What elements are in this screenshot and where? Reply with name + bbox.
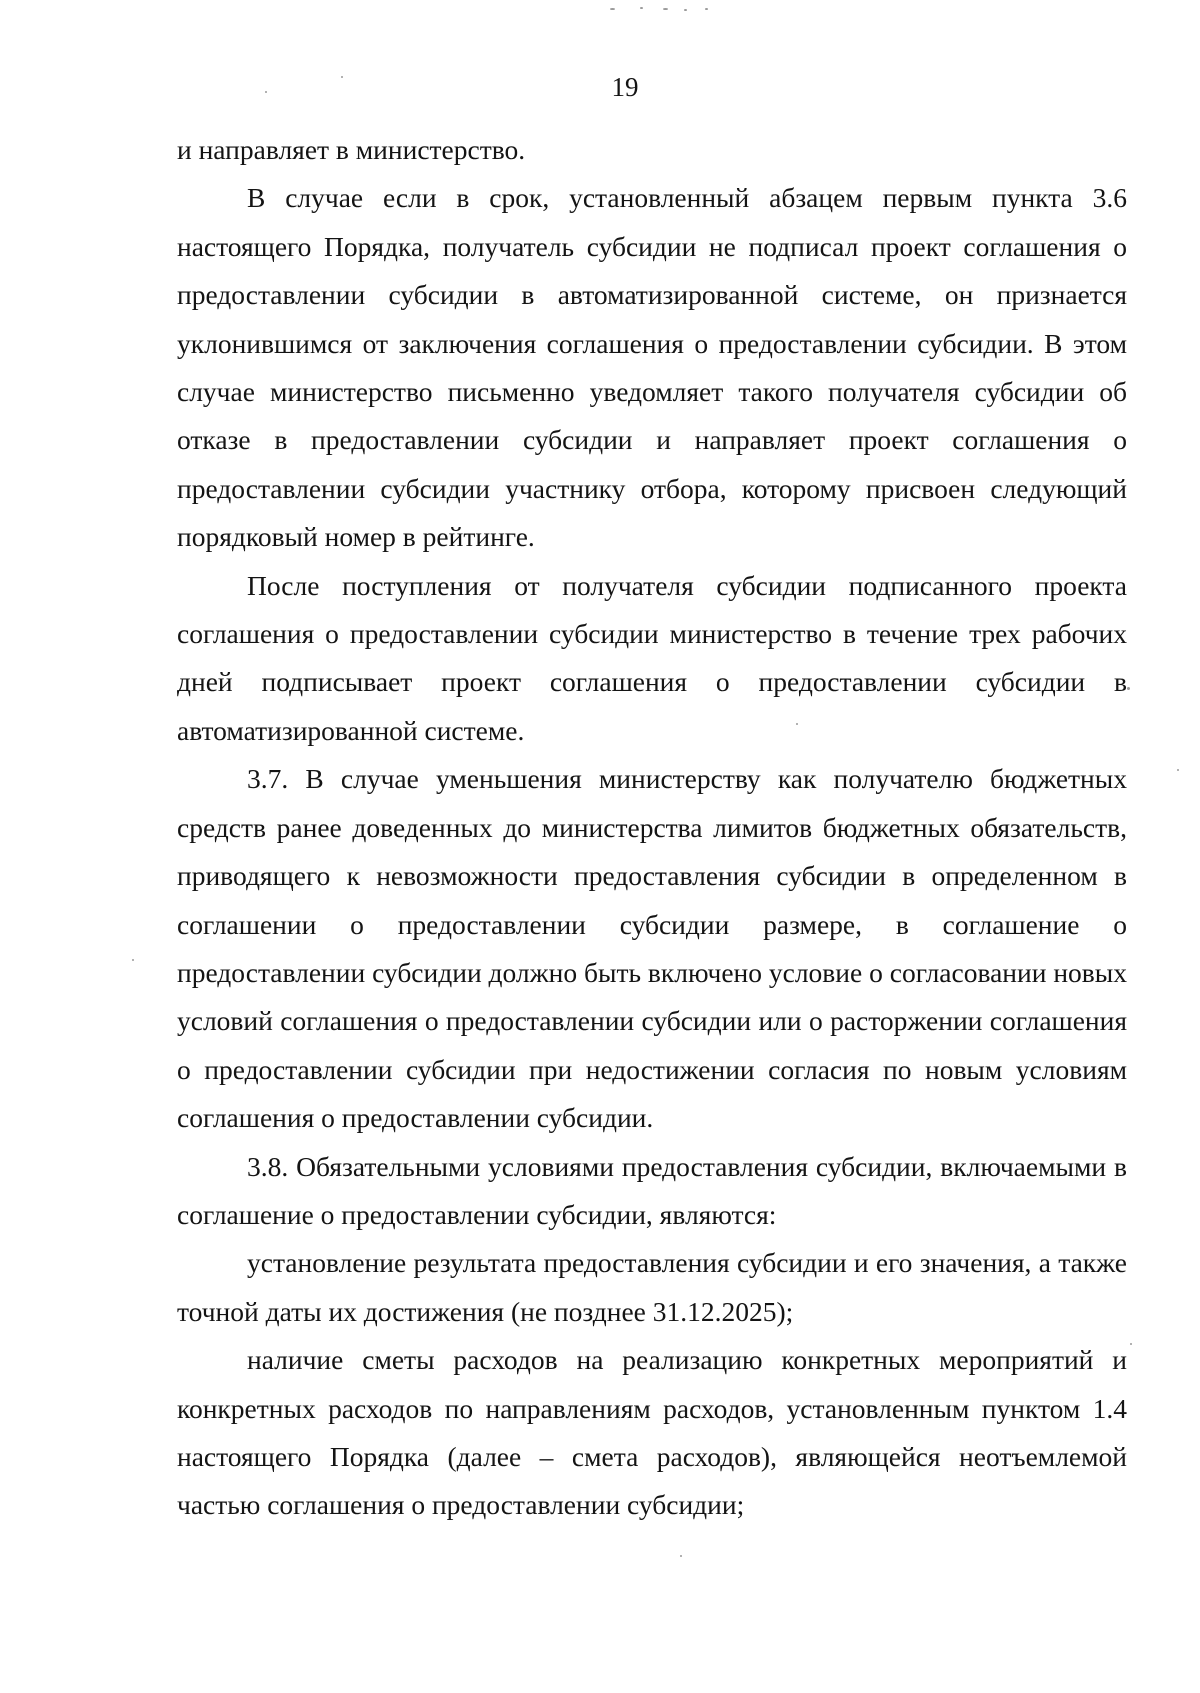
document-body — [177, 126, 1127, 1530]
paragraph: 3.8. Обязательными условиями предоставления субсидии, включаемыми в соглашение о предоставлении субсидии, являются: — [177, 1150, 1127, 1230]
paragraph: 3.7. В случае уменьшения министерству как получателю бюджетных средств ранее доведенных до министерства лимитов бюджетных обязательств, приводящего к невозможности предоставления субсидии в определенном в соглашении о предоставлении субсидии размере, в соглашение о предоставлении субсидии должно быть включено условие о согласовании новых условий соглашения о предоставлении субсидии или о расторжении соглашения о предоставлении субсидии при недостижении согласия по новым условиям соглашения о предоставлении субсидии. — [177, 763, 1127, 1134]
paragraph: и направляет в министерство. — [177, 134, 526, 165]
paragraph: установление результата предоставления субсидии и его значения, а также точной даты их достижения (не позднее 31.12.2025); — [177, 1247, 1127, 1327]
paragraph: наличие сметы расходов на реализацию конкретных мероприятий и конкретных расходов по направлениям расходов, установленным пунктом 1.4 настоящего Порядка (далее – смета расходов), являющейся неотъемлемой частью соглашения о предоставлении субсидии; — [177, 1344, 1127, 1521]
paragraph: После поступления от получателя субсидии подписанного проекта соглашения о предоставлении субсидии министерство в течение трех рабочих дней подписывает проект соглашения о предоставлении субсидии в автоматизированной системе. — [177, 569, 1127, 746]
paragraph: В случае если в срок, установленный абзацем первым пункта 3.6 настоящего Порядка, получатель субсидии не подписал проект соглашения о предоставлении субсидии в автоматизированной системе, он признается уклонившимся от заключения соглашения о предоставлении субсидии. В этом случае министерство письменно уведомляет такого получателя субсидии об отказе в предоставлении субсидии и направляет проект соглашения о предоставлении субсидии участнику отбора, которому присвоен следующий порядковый номер в рейтинге. — [177, 182, 1127, 553]
page-number: 19 — [611, 72, 639, 102]
